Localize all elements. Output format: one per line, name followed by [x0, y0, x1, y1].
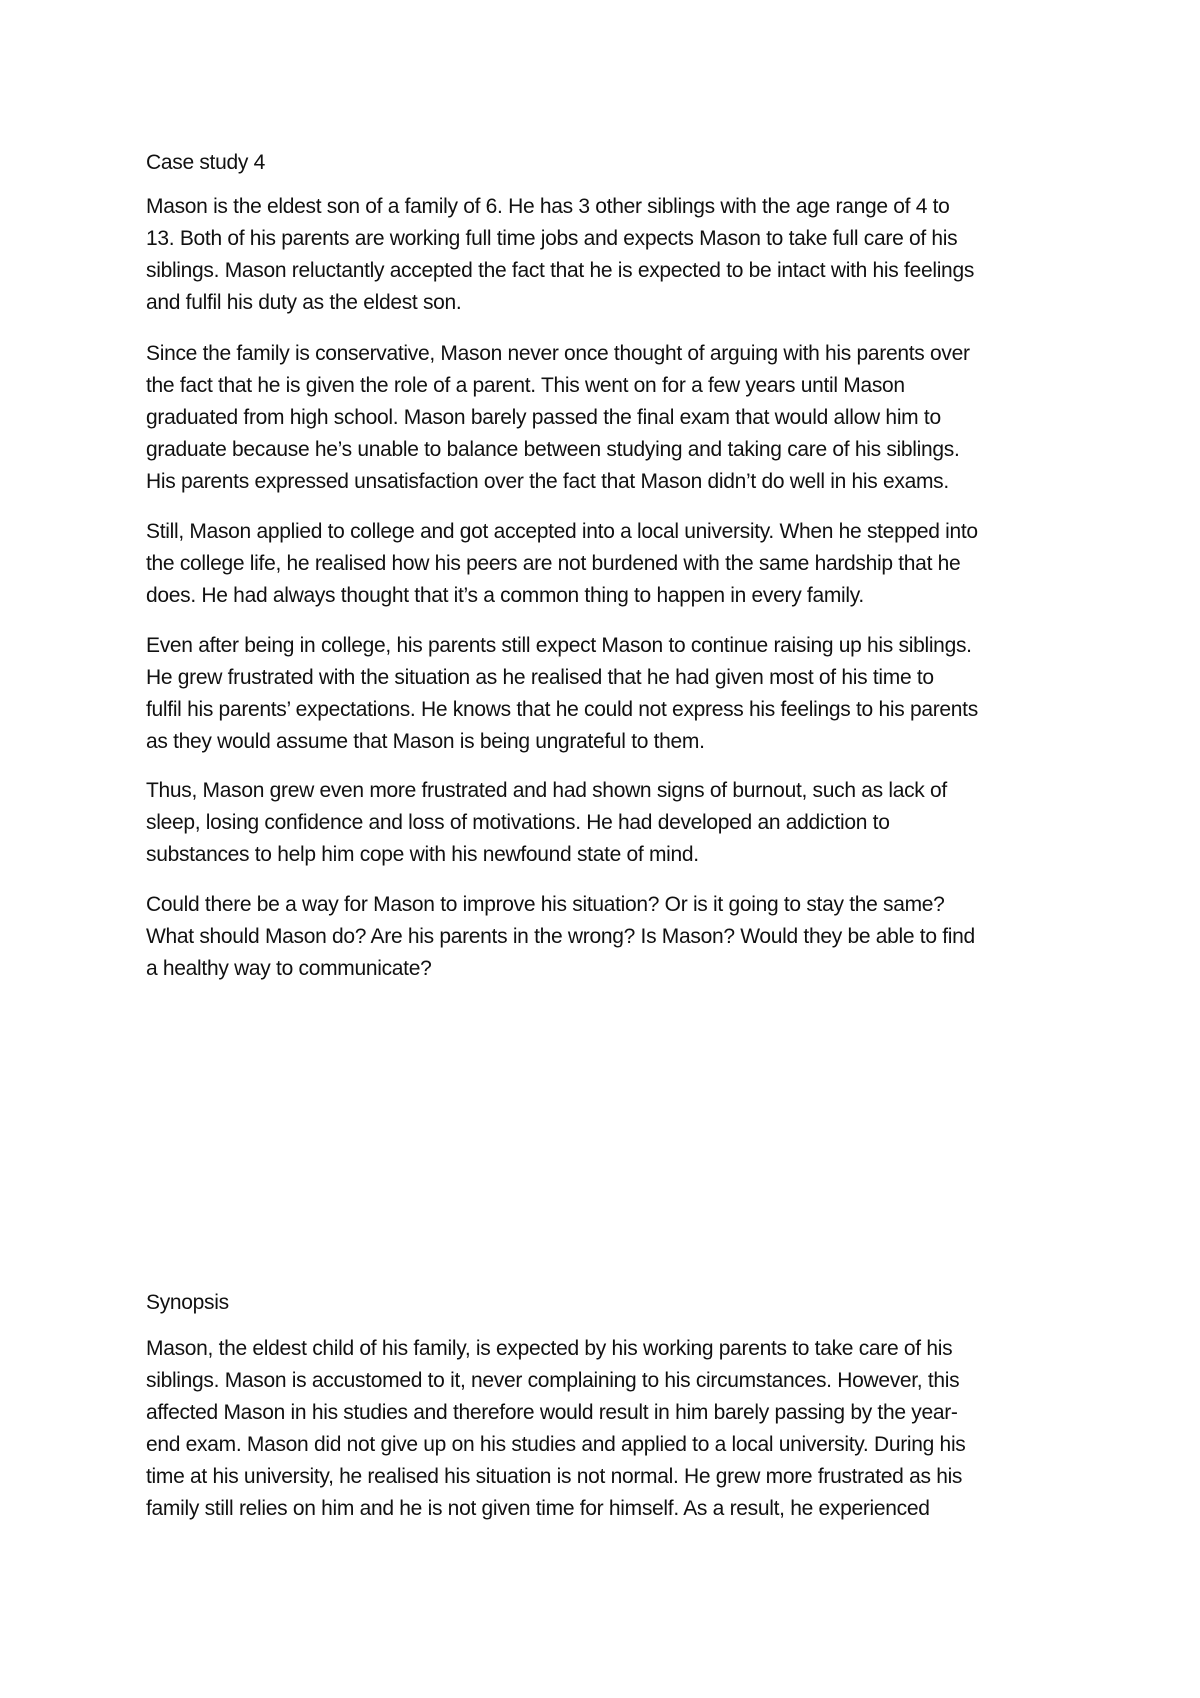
text-line: Even after being in college, his parents still expect Mason to continue raising up his siblings. — [146, 634, 972, 657]
synopsis-paragraph — [146, 1333, 1086, 1525]
text-line: end exam. Mason did not give up on his studies and applied to a local university. During his — [146, 1433, 966, 1456]
paragraph-1 — [146, 191, 1086, 319]
heading-text: Synopsis — [146, 1291, 229, 1314]
text-line: His parents expressed unsatisfaction over the fact that Mason didn’t do well in his exams. — [146, 470, 949, 493]
text-line: graduate because he’s unable to balance between studying and taking care of his siblings. — [146, 438, 960, 461]
text-line: Could there be a way for Mason to improve his situation? Or is it going to stay the same? — [146, 893, 945, 916]
text-line: the college life, he realised how his peers are not burdened with the same hardship that he — [146, 552, 961, 575]
text-line: Still, Mason applied to college and got accepted into a local university. When he stepped into — [146, 520, 978, 543]
text-line: does. He had always thought that it’s a common thing to happen in every family. — [146, 584, 864, 607]
text-line: He grew frustrated with the situation as he realised that he had given most of his time to — [146, 666, 934, 689]
text-line: graduated from high school. Mason barely passed the final exam that would allow him to — [146, 406, 941, 429]
text-line: substances to help him cope with his newfound state of mind. — [146, 843, 699, 866]
case-study-heading — [146, 147, 1086, 179]
text-line: fulfil his parents’ expectations. He knows that he could not express his feelings to his parents — [146, 698, 978, 721]
text-line: Thus, Mason grew even more frustrated and had shown signs of burnout, such as lack of — [146, 779, 947, 802]
text-line: as they would assume that Mason is being ungrateful to them. — [146, 730, 705, 753]
text-line: 13. Both of his parents are working full time jobs and expects Mason to take full care of his — [146, 227, 958, 250]
text-line: Since the family is conservative, Mason never once thought of arguing with his parents over — [146, 342, 970, 365]
synopsis-heading — [146, 1287, 1086, 1319]
paragraph-3 — [146, 516, 1086, 612]
paragraph-6 — [146, 889, 1086, 985]
text-line: siblings. Mason reluctantly accepted the fact that he is expected to be intact with his feelings — [146, 259, 975, 282]
text-line: sleep, losing confidence and loss of motivations. He had developed an addiction to — [146, 811, 890, 834]
text-line: the fact that he is given the role of a parent. This went on for a few years until Mason — [146, 374, 905, 397]
text-line: siblings. Mason is accustomed to it, never complaining to his circumstances. However, this — [146, 1369, 960, 1392]
paragraph-4 — [146, 630, 1086, 758]
text-line: family still relies on him and he is not given time for himself. As a result, he experienced — [146, 1497, 930, 1520]
paragraph-2 — [146, 338, 1086, 498]
text-line: Mason, the eldest child of his family, is expected by his working parents to take care of his — [146, 1337, 953, 1360]
text-line: affected Mason in his studies and therefore would result in him barely passing by the year- — [146, 1401, 958, 1424]
text-line: Mason is the eldest son of a family of 6. He has 3 other siblings with the age range of 4 to — [146, 195, 950, 218]
text-line: What should Mason do? Are his parents in the wrong? Is Mason? Would they be able to find — [146, 925, 975, 948]
text-line: a healthy way to communicate? — [146, 957, 432, 980]
text-line: time at his university, he realised his situation is not normal. He grew more frustrated as his — [146, 1465, 963, 1488]
heading-text: Case study 4 — [146, 151, 265, 174]
paragraph-5 — [146, 775, 1086, 871]
text-line: and fulfil his duty as the eldest son. — [146, 291, 462, 314]
